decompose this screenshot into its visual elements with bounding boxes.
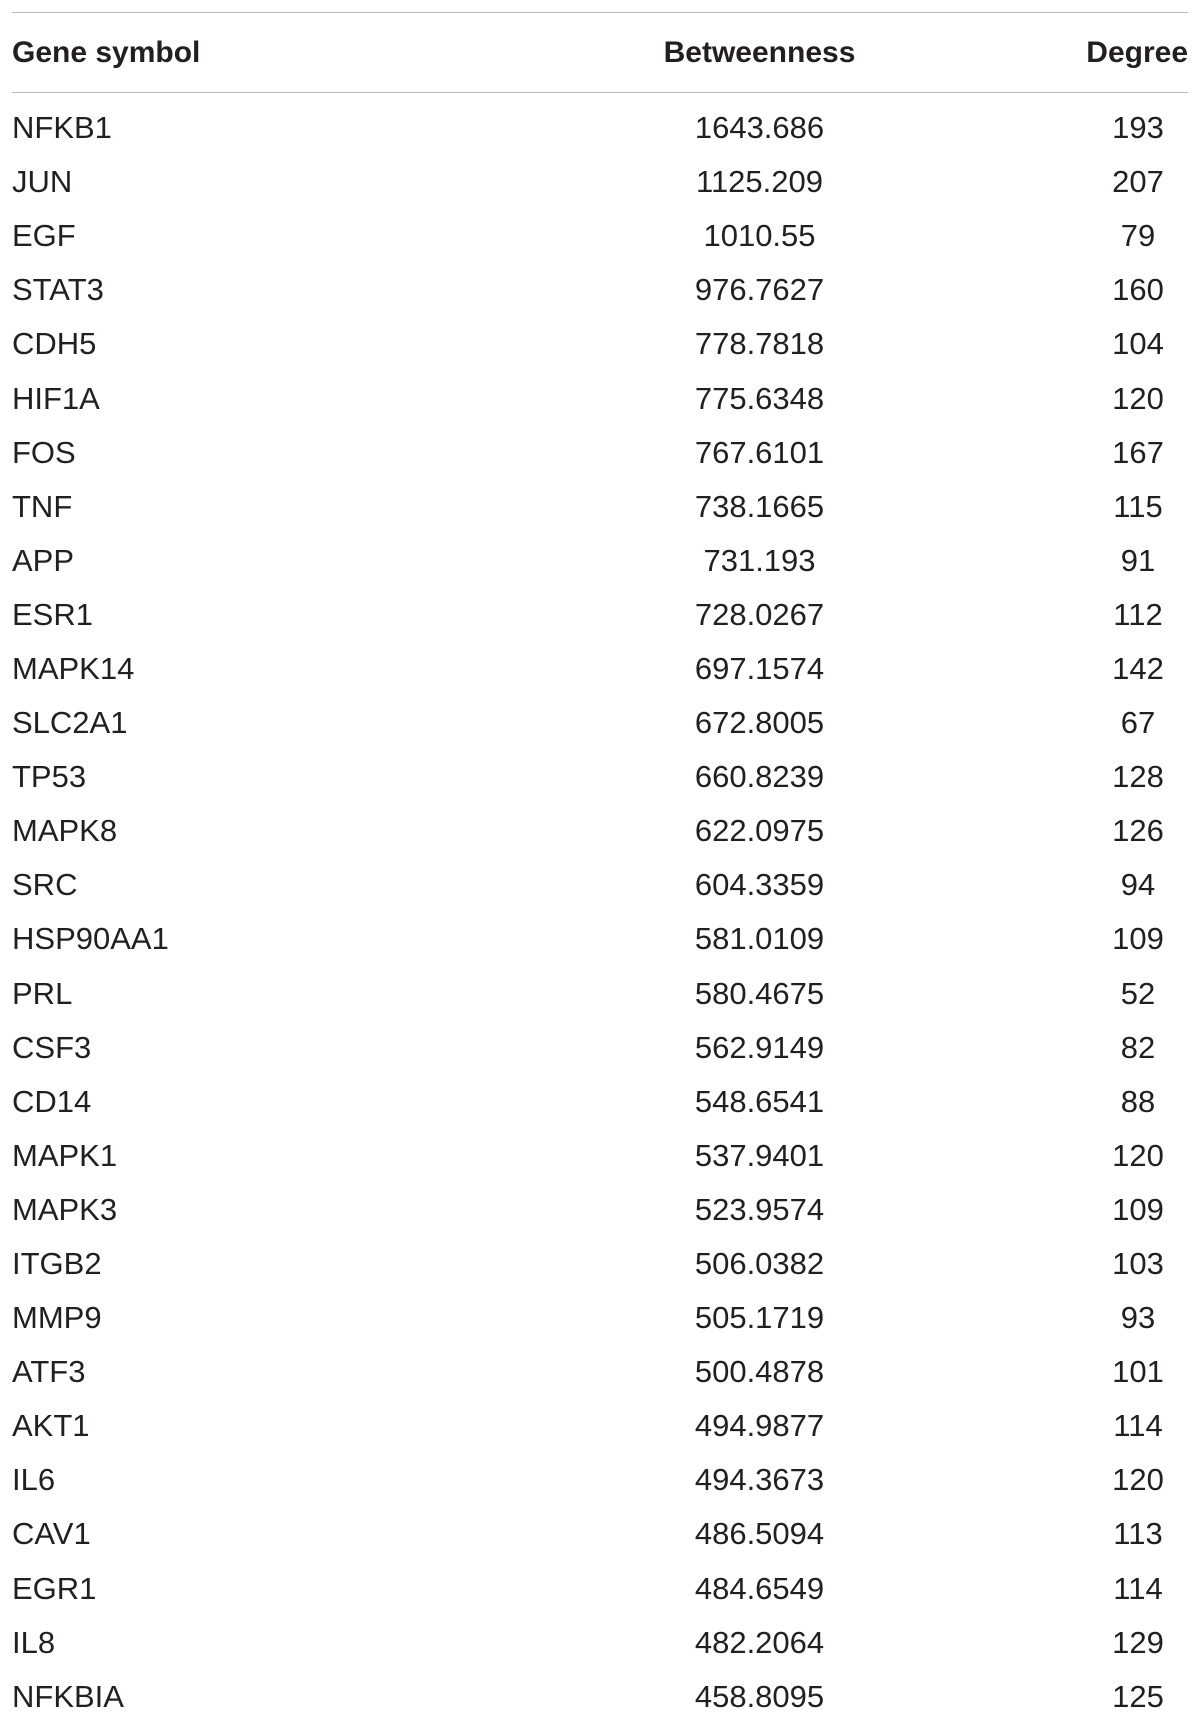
betweenness-cell-wrap: [352, 921, 967, 957]
degree-cell-wrap: [967, 1246, 1188, 1282]
betweenness-cell-wrap: [352, 435, 967, 471]
betweenness-cell-wrap: [352, 1192, 967, 1228]
table-row: [12, 209, 1188, 263]
gene-symbol-cell: PRL: [12, 975, 73, 1011]
betweenness-cell: 482.2064: [694, 1624, 825, 1660]
betweenness-cell-wrap: [352, 381, 967, 417]
table-row: [12, 1075, 1188, 1129]
degree-cell: 160: [1112, 272, 1164, 308]
betweenness-cell-wrap: [352, 1138, 967, 1174]
betweenness-cell: 581.0109: [694, 921, 825, 957]
degree-cell-wrap: [967, 543, 1188, 579]
gene-symbol-cell: NFKBIA: [12, 1678, 124, 1714]
header-betweenness-cell: [352, 36, 967, 70]
degree-cell-wrap: [967, 1462, 1188, 1498]
table-row: [12, 1291, 1188, 1345]
betweenness-cell: 976.7627: [694, 272, 825, 308]
table-row: [12, 1183, 1188, 1237]
degree-cell-wrap: [967, 1192, 1188, 1228]
degree-cell-wrap: [967, 326, 1188, 362]
betweenness-cell-wrap: [352, 705, 967, 741]
header-gene-symbol: Gene symbol: [12, 35, 201, 69]
degree-cell-wrap: [967, 110, 1188, 146]
degree-cell-wrap: [967, 489, 1188, 525]
betweenness-cell-wrap: [352, 1462, 967, 1498]
betweenness-cell: 500.4878: [694, 1354, 825, 1390]
degree-cell-wrap: [967, 759, 1188, 795]
betweenness-cell: 505.1719: [694, 1300, 825, 1336]
degree-cell: 120: [1112, 380, 1164, 416]
degree-cell-wrap: [967, 1516, 1188, 1552]
table-row: [12, 317, 1188, 371]
betweenness-cell-wrap: [352, 1246, 967, 1282]
betweenness-cell-wrap: [352, 1030, 967, 1066]
betweenness-cell-wrap: [352, 651, 967, 687]
degree-cell: 103: [1112, 1246, 1164, 1282]
degree-cell-wrap: [967, 1030, 1188, 1066]
betweenness-cell-wrap: [352, 1084, 967, 1120]
betweenness-cell: 458.8095: [694, 1678, 825, 1714]
degree-cell: 125: [1112, 1678, 1164, 1714]
betweenness-cell-wrap: [352, 597, 967, 633]
table-row: [12, 642, 1188, 696]
degree-cell: 126: [1112, 813, 1164, 849]
degree-cell: 129: [1112, 1624, 1164, 1660]
degree-cell: 128: [1112, 759, 1164, 795]
gene-symbol-cell: SRC: [12, 867, 78, 903]
betweenness-cell: 494.3673: [694, 1462, 825, 1498]
table-body: [12, 93, 1188, 1724]
betweenness-cell: 1643.686: [694, 110, 825, 146]
degree-cell-wrap: [967, 651, 1188, 687]
degree-cell: 67: [1120, 705, 1156, 741]
table-row: [12, 804, 1188, 858]
betweenness-cell: 767.6101: [694, 434, 825, 470]
table-row: [12, 371, 1188, 425]
degree-cell-wrap: [967, 705, 1188, 741]
betweenness-cell-wrap: [352, 218, 967, 254]
betweenness-cell-wrap: [352, 272, 967, 308]
degree-cell: 93: [1120, 1300, 1156, 1336]
gene-symbol-cell: MAPK8: [12, 813, 118, 849]
degree-cell-wrap: [967, 976, 1188, 1012]
table-row: [12, 1345, 1188, 1399]
betweenness-cell: 775.6348: [694, 380, 825, 416]
degree-cell-wrap: [967, 1679, 1188, 1715]
degree-cell-wrap: [967, 813, 1188, 849]
gene-symbol-cell: EGF: [12, 218, 76, 254]
table-row: [12, 1670, 1188, 1724]
gene-symbol-cell: TP53: [12, 759, 87, 795]
gene-symbol-cell: MAPK1: [12, 1137, 118, 1173]
degree-cell: 101: [1112, 1354, 1164, 1390]
degree-cell: 120: [1112, 1137, 1164, 1173]
betweenness-cell-wrap: [352, 326, 967, 362]
betweenness-cell: 486.5094: [694, 1516, 825, 1552]
gene-symbol-cell: TNF: [12, 488, 73, 524]
betweenness-cell: 484.6549: [694, 1570, 825, 1606]
degree-cell: 109: [1112, 1191, 1164, 1227]
degree-cell-wrap: [967, 597, 1188, 633]
gene-symbol-cell: STAT3: [12, 272, 104, 308]
betweenness-cell: 548.6541: [694, 1083, 825, 1119]
table-row: [12, 480, 1188, 534]
degree-cell-wrap: [967, 1300, 1188, 1336]
gene-symbol-cell: IL8: [12, 1624, 56, 1660]
betweenness-cell-wrap: [352, 1300, 967, 1336]
betweenness-cell-wrap: [352, 1408, 967, 1444]
table-row: [12, 1453, 1188, 1507]
betweenness-cell-wrap: [352, 543, 967, 579]
betweenness-cell: 660.8239: [694, 759, 825, 795]
degree-cell: 114: [1113, 1570, 1163, 1606]
table-row: [12, 967, 1188, 1021]
degree-cell: 94: [1120, 867, 1156, 903]
betweenness-cell: 604.3359: [694, 867, 825, 903]
gene-symbol-cell: MAPK14: [12, 650, 135, 686]
betweenness-cell: 506.0382: [694, 1246, 825, 1282]
betweenness-cell: 494.9877: [694, 1408, 825, 1444]
table-row: [12, 155, 1188, 209]
betweenness-cell-wrap: [352, 976, 967, 1012]
table-row: [12, 696, 1188, 750]
gene-symbol-cell: CSF3: [12, 1029, 92, 1065]
betweenness-cell: 697.1574: [694, 650, 825, 686]
degree-cell: 167: [1112, 434, 1164, 470]
header-degree: Degree: [1086, 35, 1188, 69]
betweenness-cell: 523.9574: [694, 1191, 825, 1227]
betweenness-cell: 672.8005: [694, 705, 825, 741]
betweenness-cell: 1010.55: [703, 218, 816, 254]
betweenness-cell-wrap: [352, 110, 967, 146]
degree-cell-wrap: [967, 1571, 1188, 1607]
gene-table: [12, 12, 1188, 1724]
gene-symbol-cell: FOS: [12, 434, 76, 470]
table-row: [12, 1129, 1188, 1183]
degree-cell: 113: [1113, 1516, 1163, 1552]
degree-cell: 79: [1120, 218, 1156, 254]
table-row: [12, 1021, 1188, 1075]
gene-symbol-cell: ITGB2: [12, 1246, 102, 1282]
table-row: [12, 1562, 1188, 1616]
table-row: [12, 912, 1188, 966]
degree-cell: 207: [1112, 164, 1164, 200]
betweenness-cell-wrap: [352, 164, 967, 200]
table-row: [12, 588, 1188, 642]
table-row: [12, 263, 1188, 317]
betweenness-cell-wrap: [352, 489, 967, 525]
betweenness-cell-wrap: [352, 1354, 967, 1390]
gene-symbol-cell: HIF1A: [12, 380, 100, 416]
gene-symbol-cell: JUN: [12, 164, 73, 200]
degree-cell-wrap: [967, 381, 1188, 417]
degree-cell: 114: [1113, 1408, 1163, 1444]
gene-symbol-cell: SLC2A1: [12, 705, 128, 741]
header-degree-cell: [967, 36, 1188, 70]
betweenness-cell: 778.7818: [694, 326, 825, 362]
gene-symbol-cell: CAV1: [12, 1516, 91, 1552]
betweenness-cell: 580.4675: [694, 975, 825, 1011]
table-row: [12, 1237, 1188, 1291]
degree-cell: 109: [1112, 921, 1164, 957]
degree-cell: 193: [1112, 110, 1164, 146]
degree-cell: 82: [1120, 1029, 1156, 1065]
degree-cell-wrap: [967, 1084, 1188, 1120]
betweenness-cell-wrap: [352, 1679, 967, 1715]
degree-cell-wrap: [967, 435, 1188, 471]
degree-cell-wrap: [967, 1408, 1188, 1444]
degree-cell: 91: [1120, 542, 1156, 578]
gene-symbol-cell: EGR1: [12, 1570, 97, 1606]
degree-cell-wrap: [967, 272, 1188, 308]
gene-symbol-cell: CDH5: [12, 326, 97, 362]
degree-cell: 112: [1113, 596, 1163, 632]
betweenness-cell: 738.1665: [694, 488, 825, 524]
header-betweenness: Betweenness: [663, 35, 856, 69]
table-row: [12, 1399, 1188, 1453]
betweenness-cell-wrap: [352, 1516, 967, 1552]
degree-cell: 142: [1112, 650, 1164, 686]
betweenness-cell: 731.193: [703, 542, 816, 578]
gene-symbol-cell: HSP90AA1: [12, 921, 169, 957]
degree-cell-wrap: [967, 1138, 1188, 1174]
gene-symbol-cell: APP: [12, 542, 75, 578]
table-row: [12, 750, 1188, 804]
gene-symbol-cell: CD14: [12, 1083, 92, 1119]
degree-cell: 88: [1120, 1083, 1156, 1119]
betweenness-cell-wrap: [352, 1571, 967, 1607]
table-row: [12, 858, 1188, 912]
degree-cell-wrap: [967, 164, 1188, 200]
gene-symbol-cell: ESR1: [12, 596, 93, 632]
table-row: [12, 534, 1188, 588]
gene-symbol-cell: ATF3: [12, 1354, 86, 1390]
degree-cell: 120: [1112, 1462, 1164, 1498]
betweenness-cell: 537.9401: [694, 1137, 825, 1173]
betweenness-cell-wrap: [352, 867, 967, 903]
gene-symbol-cell: NFKB1: [12, 110, 112, 146]
betweenness-cell-wrap: [352, 1625, 967, 1661]
degree-cell-wrap: [967, 218, 1188, 254]
table-row: [12, 1616, 1188, 1670]
gene-symbol-cell: IL6: [12, 1462, 56, 1498]
degree-cell: 115: [1113, 488, 1163, 524]
degree-cell-wrap: [967, 1354, 1188, 1390]
betweenness-cell-wrap: [352, 813, 967, 849]
degree-cell: 104: [1112, 326, 1164, 362]
degree-cell-wrap: [967, 867, 1188, 903]
gene-symbol-cell: MAPK3: [12, 1191, 118, 1227]
gene-symbol-cell: AKT1: [12, 1408, 90, 1444]
table-row: [12, 1507, 1188, 1561]
table-row: [12, 101, 1188, 155]
betweenness-cell: 622.0975: [694, 813, 825, 849]
degree-cell-wrap: [967, 921, 1188, 957]
table-header-row: [12, 13, 1188, 92]
gene-symbol-cell: MMP9: [12, 1300, 102, 1336]
degree-cell-wrap: [967, 1625, 1188, 1661]
betweenness-cell-wrap: [352, 759, 967, 795]
table-row: [12, 426, 1188, 480]
degree-cell: 52: [1120, 975, 1156, 1011]
betweenness-cell: 1125.209: [696, 164, 823, 200]
betweenness-cell: 728.0267: [694, 596, 825, 632]
betweenness-cell: 562.9149: [694, 1029, 825, 1065]
